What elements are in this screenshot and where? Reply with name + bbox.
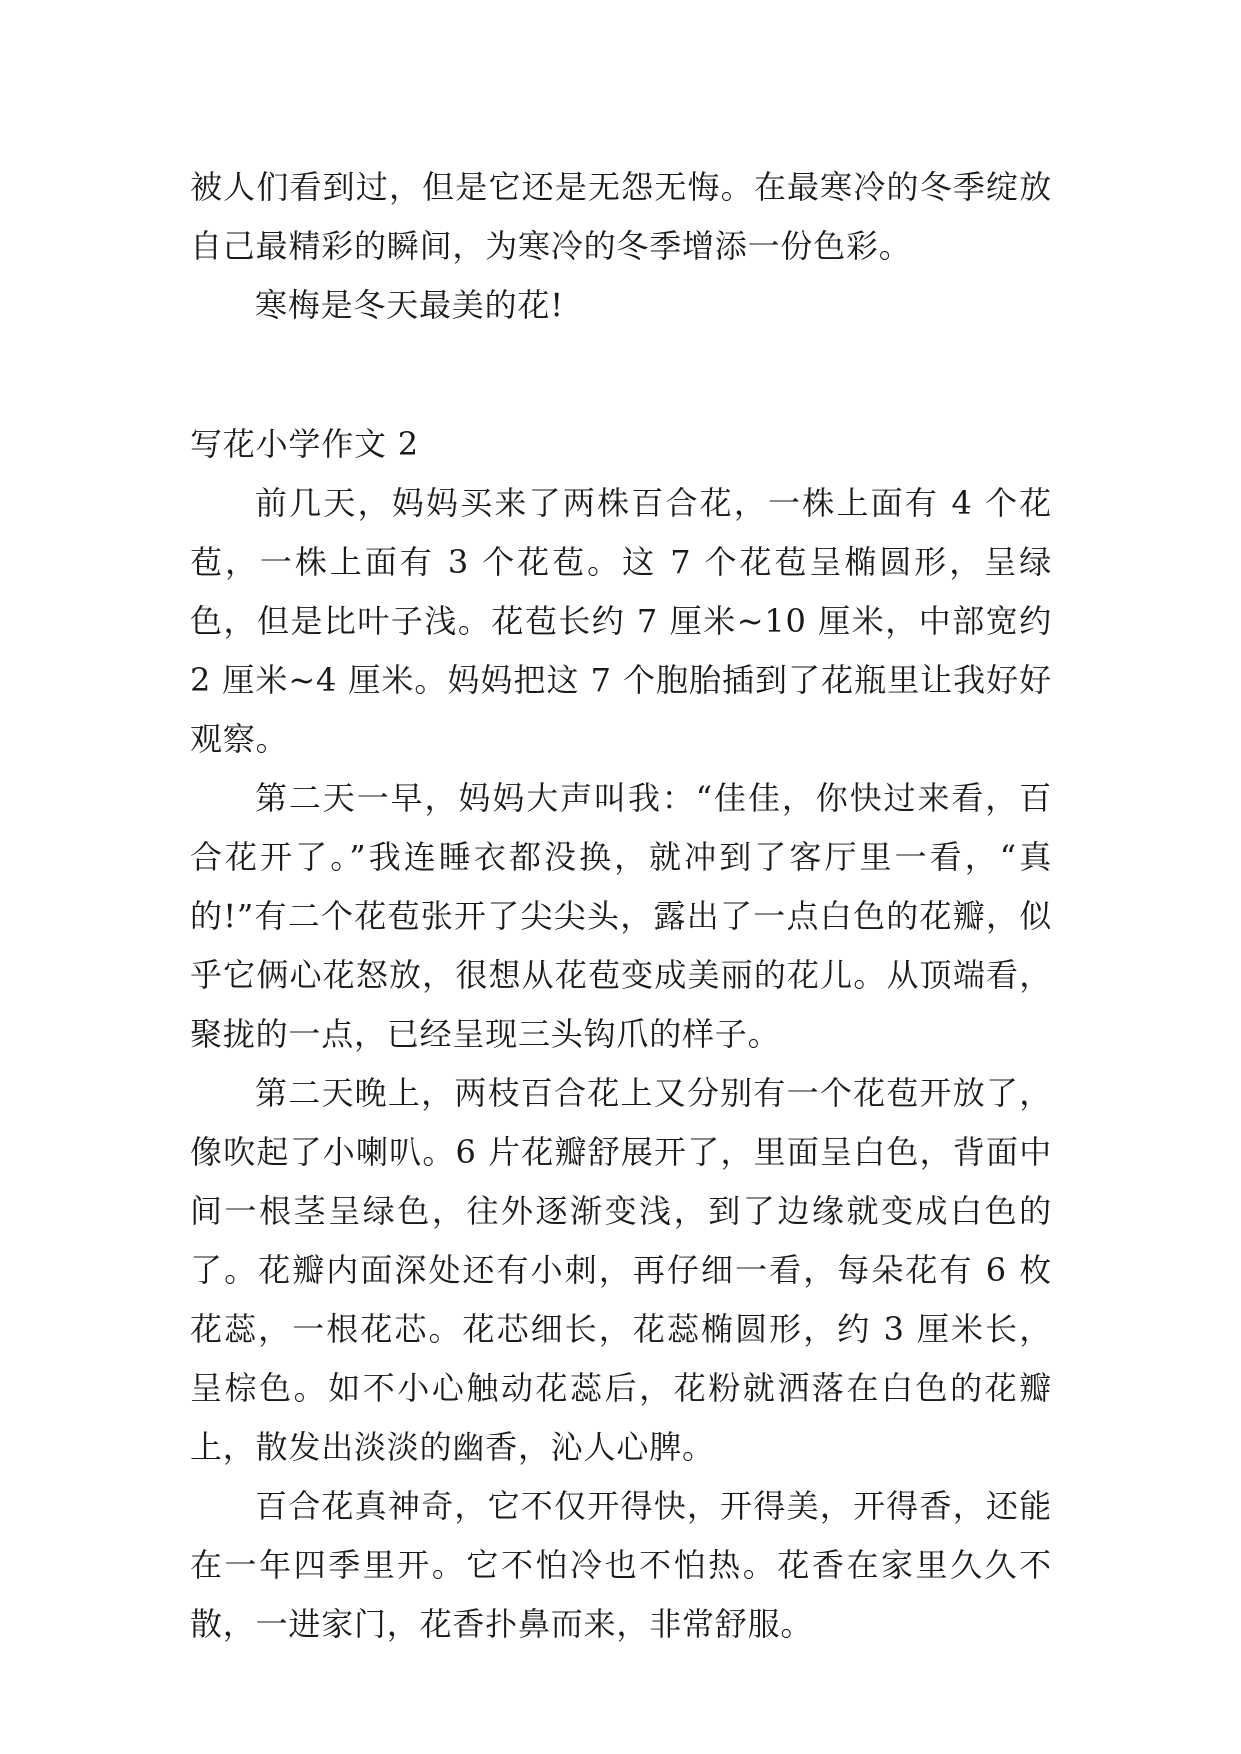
paragraph: 第二天一早，妈妈大声叫我：“佳佳，你快过来看，百合花开了。”我连睡衣都没换，就冲到了客厅里一看，“真的!”有二个花苞张开了尖尖头，露出了一点白色的花瓣，似乎它俩心花怒放，很想从花苞变成美丽的花儿。从顶端看，聚拢的一点，已经呈现三头钩爪的样子。 bbox=[190, 779, 1052, 1053]
section-heading: 写花小学作文 2 bbox=[190, 425, 419, 463]
paragraph: 第二天晚上，两枝百合花上又分别有一个花苞开放了，像吹起了小喇叭。6 片花瓣舒展开了，里面呈白色，背面中间一根茎呈绿色，往外逐渐变浅，到了边缘就变成白色的了。花瓣内面深处还有小刺，再仔细一看，每朵花有 6 枚花蕊，一根花芯。花芯细长，花蕊椭圆形，约 3 厘米长，呈棕色。如不小心触动花蕊后，花粉就洒落在白色的花瓣上，散发出淡淡的幽香，沁人心脾。 bbox=[190, 1074, 1052, 1466]
paragraph-conclusion: 寒梅是冬天最美的花! bbox=[255, 286, 564, 324]
paragraph-continuation: 被人们看到过，但是它还是无怨无悔。在最寒冷的冬季绽放自己最精彩的瞬间，为寒冷的冬季增添一份色彩。 bbox=[190, 168, 1052, 265]
document-body bbox=[190, 158, 1052, 1654]
section-gap bbox=[190, 335, 1052, 415]
paragraph: 百合花真神奇，它不仅开得快，开得美，开得香，还能在一年四季里开。它不怕冷也不怕热。花香在家里久久不散，一进家门，花香扑鼻而来，非常舒服。 bbox=[190, 1487, 1052, 1643]
paragraph: 前几天，妈妈买来了两株百合花，一株上面有 4 个花苞，一株上面有 3 个花苞。这 7 个花苞呈椭圆形，呈绿色，但是比叶子浅。花苞长约 7 厘米~10 厘米，中部宽约 2 厘米~4 厘米。妈妈把这 7 个胞胎插到了花瓶里让我好好观察。 bbox=[190, 484, 1052, 758]
